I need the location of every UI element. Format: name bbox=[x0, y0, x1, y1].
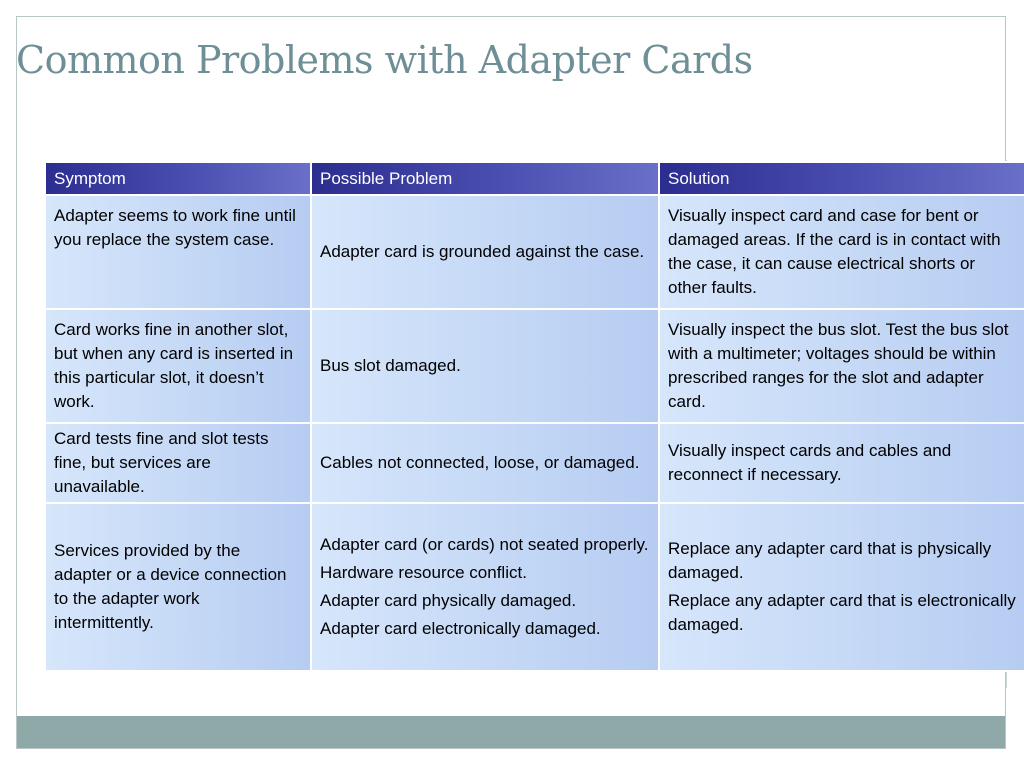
symptom-cell bbox=[46, 310, 310, 422]
symptom-text: Adapter seems to work fine until you replace the system case. bbox=[54, 206, 296, 249]
table-row bbox=[46, 310, 1024, 422]
solution-text: Visually inspect the bus slot. Test the bus slot with a multimeter; voltages should be within prescribed ranges for the slot and adapter card. bbox=[668, 320, 1009, 411]
solution-cell bbox=[660, 196, 1024, 308]
header-solution: Solution bbox=[660, 163, 1024, 194]
solution-text: Visually inspect card and case for bent or damaged areas. If the card is in contact with the case, it can cause electrical shorts or other faults. bbox=[668, 206, 1001, 297]
header-possible-problem: Possible Problem bbox=[312, 163, 658, 194]
table-row bbox=[46, 504, 1024, 670]
problem-cell bbox=[312, 424, 658, 502]
problem-text: Cables not connected, loose, or damaged. bbox=[320, 453, 640, 472]
table-row bbox=[46, 424, 1024, 502]
table-header-row bbox=[46, 163, 1024, 194]
symptom-cell bbox=[46, 424, 310, 502]
problem-text: Hardware resource conflict. bbox=[320, 563, 527, 582]
symptom-cell bbox=[46, 196, 310, 308]
solution-text: Replace any adapter card that is electronically damaged. bbox=[668, 591, 1016, 634]
problem-text: Adapter card (or cards) not seated properly. bbox=[320, 535, 649, 554]
problem-cell bbox=[312, 310, 658, 422]
problem-text: Adapter card physically damaged. bbox=[320, 591, 577, 610]
symptom-text: Card tests fine and slot tests fine, but services are unavailable. bbox=[54, 429, 269, 496]
table-row bbox=[46, 196, 1024, 308]
symptom-text: Card works fine in another slot, but when any card is inserted in this particular slot, it doesn’t work. bbox=[54, 320, 294, 411]
problems-table bbox=[44, 161, 1024, 672]
footer-band bbox=[17, 716, 1005, 748]
problem-text: Bus slot damaged. bbox=[320, 356, 461, 375]
solution-cell bbox=[660, 504, 1024, 670]
slide-title: Common Problems with Adapter Cards bbox=[16, 38, 753, 82]
solution-text: Visually inspect cards and cables and reconnect if necessary. bbox=[668, 441, 952, 484]
solution-text: Replace any adapter card that is physically damaged. bbox=[668, 539, 992, 582]
solution-cell bbox=[660, 310, 1024, 422]
problem-text: Adapter card electronically damaged. bbox=[320, 619, 601, 638]
solution-cell bbox=[660, 424, 1024, 502]
symptom-text: Services provided by the adapter or a device connection to the adapter work intermittently. bbox=[54, 541, 287, 632]
problem-cell bbox=[312, 504, 658, 670]
problem-text: Adapter card is grounded against the case. bbox=[320, 242, 645, 261]
problem-cell bbox=[312, 196, 658, 308]
symptom-cell bbox=[46, 504, 310, 670]
header-symptom: Symptom bbox=[46, 163, 310, 194]
